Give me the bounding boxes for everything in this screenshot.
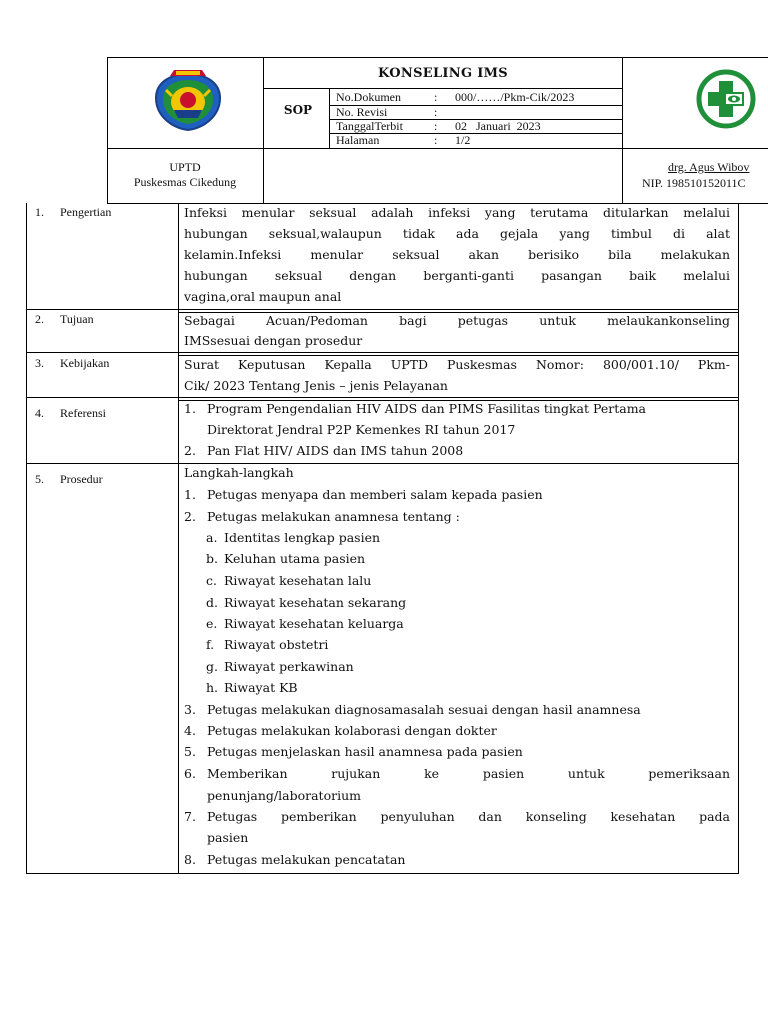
substep-text: Keluhan utama pasien: [224, 551, 366, 566]
row-number: 2.: [35, 312, 44, 326]
meta-key: No.Dokumen: [336, 90, 401, 104]
procedure-step: [184, 849, 405, 871]
document-title: KONSELING IMS: [378, 66, 508, 81]
meta-key: TanggalTerbit: [336, 119, 403, 133]
org-name: Puskesmas Cikedung: [133, 175, 237, 189]
regency-emblem-logo: [150, 68, 226, 132]
org-unit: UPTD: [169, 160, 201, 174]
meta-sep: :: [434, 105, 438, 119]
step-number: 2.: [184, 509, 196, 524]
row-label: Prosedur: [60, 472, 103, 486]
substep-text: Riwayat KB: [224, 680, 298, 695]
step-number: 3.: [184, 702, 196, 717]
reference-item: [184, 398, 646, 420]
substep-letter: a.: [206, 530, 218, 545]
substep-text: Riwayat kesehatan keluarga: [224, 616, 404, 631]
item-number: 2.: [184, 443, 196, 458]
step-text: Petugas menjelaskan hasil anamnesa pada pasien: [207, 744, 523, 759]
row-label: Pengertian: [60, 205, 112, 219]
step-text: Memberikan rujukan ke pasien untuk pemeriksaan: [207, 766, 730, 781]
meta-sep: :: [434, 119, 438, 133]
step-text: Petugas menyapa dan memberi salam kepada pasien: [207, 487, 543, 502]
paragraph-line: Surat Keputusan Kepalla UPTD Puskesmas Nomor: 800/001.10/ Pkm-: [184, 357, 730, 372]
item-text: Pan Flat HIV/ AIDS dan IMS tahun 2008: [207, 443, 464, 458]
step-text: Petugas melakukan diagnosamasalah sesuai dengan hasil anamnesa: [207, 702, 641, 717]
substep-letter: h.: [206, 680, 219, 695]
meta-sep: :: [434, 133, 438, 147]
step-text-continued: pasien: [207, 830, 249, 845]
sop-label: SOP: [283, 103, 313, 117]
row-number: 3.: [35, 356, 44, 370]
paragraph-line: kelamin.Infeksi menular seksual akan berisiko bila melakukan: [184, 247, 730, 262]
procedure-step: [184, 741, 523, 763]
procedure-substep: [206, 548, 365, 570]
step-number: 5.: [184, 744, 196, 759]
step-number: 7.: [184, 809, 196, 824]
signer-name: drg. Agus Wibov: [668, 160, 750, 174]
substep-text: Riwayat obstetri: [224, 637, 329, 652]
step-text-continued: penunjang/laboratorium: [207, 788, 361, 803]
paragraph-line: Sebagai Acuan/Pedoman bagi petugas untuk melaukankonseling: [184, 313, 730, 328]
substep-letter: d.: [206, 595, 218, 610]
puskesmas-cross-logo: [688, 69, 768, 129]
row-number: 5.: [35, 472, 44, 486]
step-number: 4.: [184, 723, 196, 738]
paragraph-line: hubungan seksual,walaupun tidak ada gejala yang timbul di alat: [184, 226, 730, 241]
substep-letter: e.: [206, 616, 218, 631]
substep-text: Riwayat kesehatan sekarang: [224, 595, 407, 610]
item-text-continued: Direktorat Jendral P2P Kemenkes RI tahun 2017: [207, 422, 516, 437]
substep-text: Riwayat kesehatan lalu: [224, 573, 372, 588]
procedure-substep: [206, 570, 371, 592]
item-number: 1.: [184, 401, 196, 416]
step-text: Petugas pemberikan penyuluhan dan konseling kesehatan pada: [207, 809, 730, 824]
paragraph-line: Cik/ 2023 Tentang Jenis – jenis Pelayanan: [184, 378, 448, 393]
meta-value: 000/……/Pkm-Cik/2023: [455, 90, 575, 104]
meta-sep: :: [434, 90, 438, 104]
procedure-substep: [206, 656, 354, 678]
procedure-substep: [206, 634, 328, 656]
substep-letter: c.: [206, 573, 217, 588]
procedure-step: [184, 506, 460, 528]
procedure-step: [184, 763, 730, 785]
procedure-substep: [206, 592, 406, 614]
paragraph-line: Infeksi menular seksual adalah infeksi yang terutama ditularkan melalui: [184, 205, 730, 220]
reference-item: [184, 440, 463, 462]
meta-value: 1/2: [455, 133, 471, 147]
substep-letter: f.: [206, 637, 215, 652]
row-number: 4.: [35, 406, 44, 420]
step-text: Petugas melakukan pencatatan: [207, 852, 406, 867]
procedure-step: [184, 806, 730, 828]
paragraph-line: vagina,oral maupun anal: [184, 289, 342, 304]
procedure-step: [184, 699, 641, 721]
procedure-intro: Langkah-langkah: [184, 465, 294, 480]
meta-key: Halaman: [336, 133, 380, 147]
procedure-substep: [206, 677, 298, 699]
row-label: Tujuan: [60, 312, 94, 326]
meta-value: 02 Januari 2023: [455, 119, 541, 133]
paragraph-line: IMSsesuai dengan prosedur: [184, 333, 363, 348]
row-label: Referensi: [60, 406, 106, 420]
signer-nip: NIP. 198510152011C: [642, 176, 746, 190]
substep-text: Identitas lengkap pasien: [224, 530, 381, 545]
paragraph-line: hubungan seksual dengan berganti-ganti pasangan baik melalui: [184, 268, 730, 283]
step-text: Petugas melakukan kolaborasi dengan dokter: [207, 723, 497, 738]
row-number: 1.: [35, 205, 44, 219]
procedure-substep: [206, 527, 380, 549]
meta-key: No. Revisi: [336, 105, 388, 119]
step-text: Petugas melakukan anamnesa tentang :: [207, 509, 460, 524]
step-number: 1.: [184, 487, 196, 502]
substep-text: Riwayat perkawinan: [224, 659, 354, 674]
row-label: Kebijakan: [60, 356, 110, 370]
item-text: Program Pengendalian HIV AIDS dan PIMS Fasilitas tingkat Pertama: [207, 401, 647, 416]
substep-letter: g.: [206, 659, 218, 674]
step-number: 6.: [184, 766, 196, 781]
step-number: 8.: [184, 852, 196, 867]
substep-letter: b.: [206, 551, 218, 566]
procedure-substep: [206, 613, 404, 635]
procedure-step: [184, 484, 543, 506]
procedure-step: [184, 720, 497, 742]
